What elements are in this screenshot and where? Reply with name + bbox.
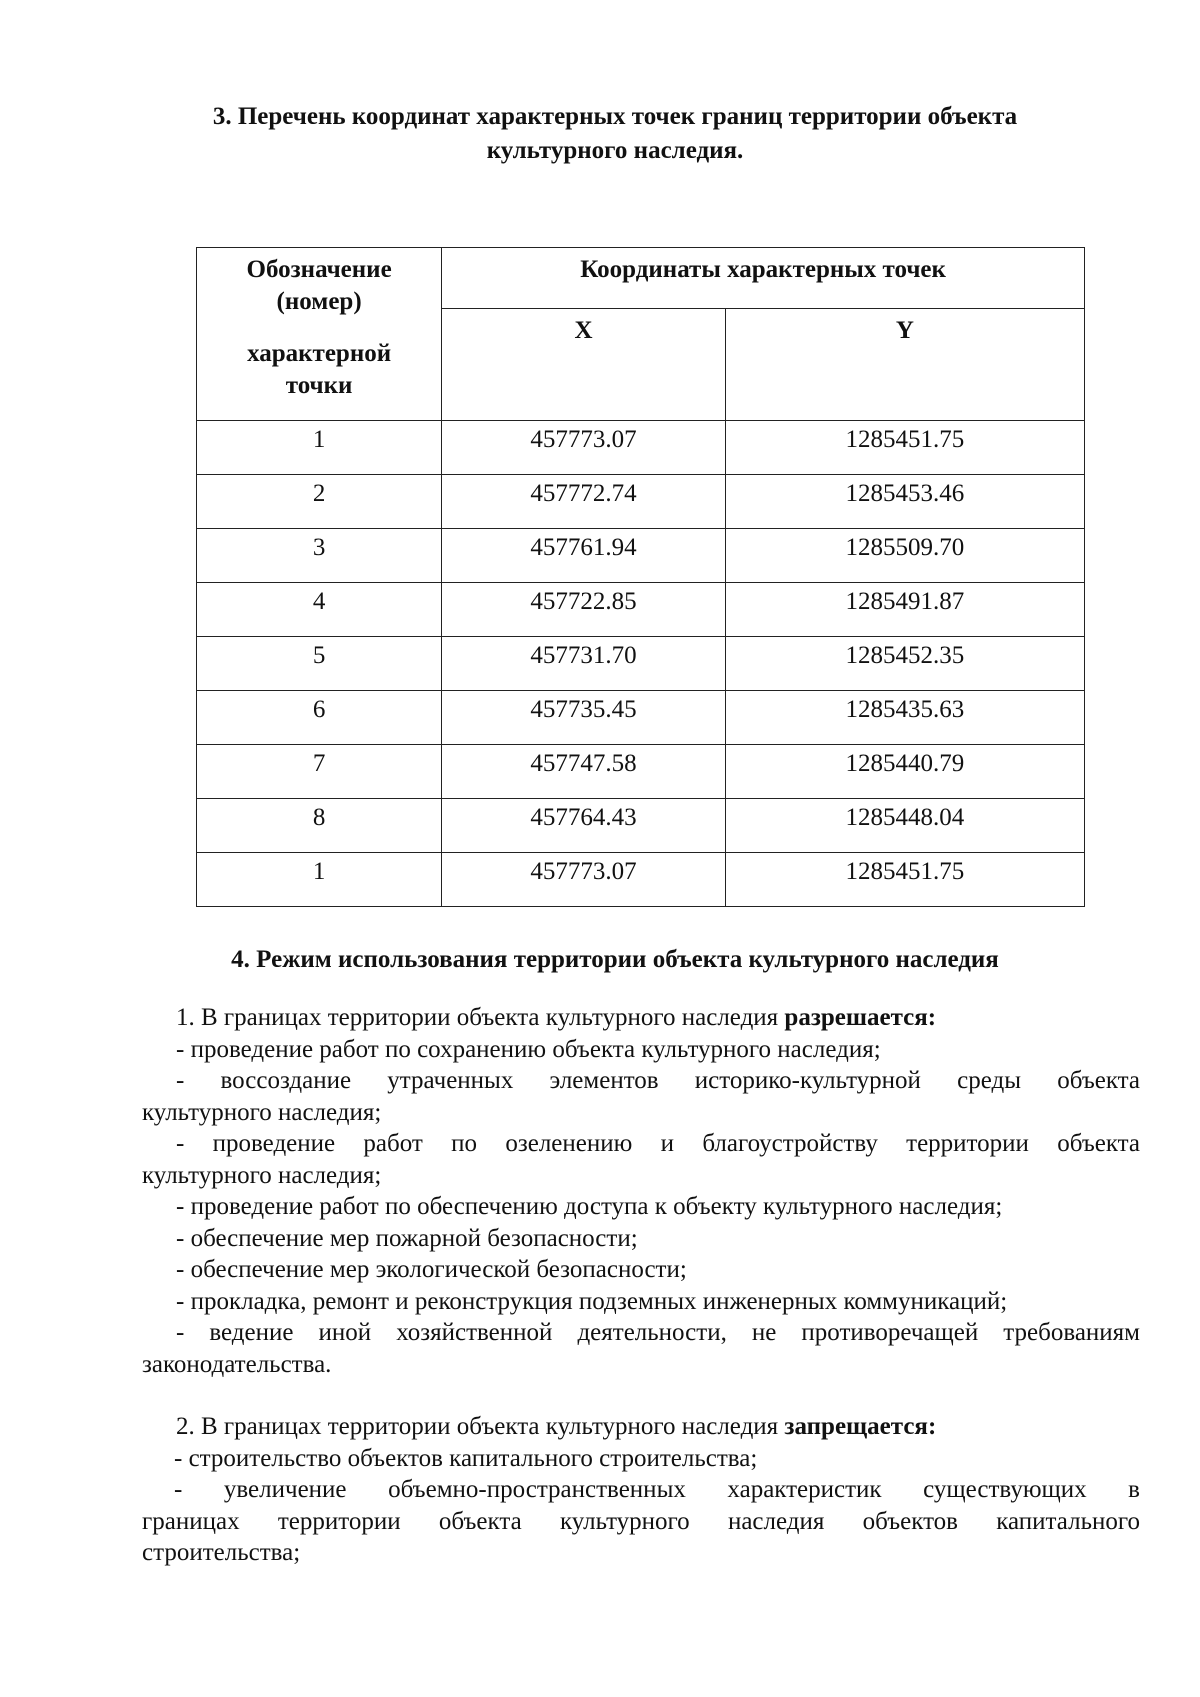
list-item: - прокладка, ремонт и реконструкция подземных инженерных коммуникаций; [176, 1287, 1008, 1315]
table-row [197, 421, 1085, 475]
allowed-intro [142, 1002, 1140, 1034]
cell-x: 457731.70 [442, 637, 726, 691]
cell-y: 1285451.75 [725, 853, 1084, 907]
section-3-title-line-2: культурного наследия. [486, 137, 744, 164]
table-header-row [197, 248, 1085, 309]
cell-x: 457764.43 [442, 799, 726, 853]
cell-y: 1285452.35 [725, 637, 1084, 691]
allowed-keyword: разрешается: [784, 1004, 937, 1031]
cell-point-number: 2 [197, 475, 442, 529]
cell-point-number: 7 [197, 745, 442, 799]
section-3-title-line-1: 3. Перечень координат характерных точек границ территории объекта [212, 103, 1018, 130]
table-row [197, 583, 1085, 637]
cell-x: 457773.07 [442, 853, 726, 907]
cell-point-number: 6 [197, 691, 442, 745]
list-item: - проведение работ по обеспечению доступа к объекту культурного наследия; [176, 1193, 1003, 1220]
list-item: - строительство объектов капитального строительства; [174, 1444, 758, 1472]
list-item: - воссоздание утраченных элементов историко-культурной среды объекта [176, 1067, 1140, 1094]
header-point-line-4: точки [285, 372, 353, 399]
section-3-title [140, 100, 1090, 168]
table-row [197, 799, 1085, 853]
header-point-designation [197, 248, 442, 421]
list-item: - обеспечение мер пожарной безопасности; [176, 1224, 638, 1252]
cell-y: 1285435.63 [725, 691, 1084, 745]
cell-point-number: 1 [197, 853, 442, 907]
cell-x: 457761.94 [442, 529, 726, 583]
header-point-line-3: характерной [247, 340, 392, 367]
forbidden-intro-text: 2. В границах территории объекта культурного наследия [176, 1413, 785, 1440]
list-item-continuation: границах территории объекта культурного наследия объектов капитального [142, 1507, 1140, 1535]
list-item-continuation: строительства; [142, 1539, 301, 1566]
list-item-continuation: законодательства. [142, 1350, 332, 1378]
allowed-intro-text: 1. В границах территории объекта культурного наследия [176, 1004, 785, 1031]
table-row [197, 529, 1085, 583]
header-x: X [442, 309, 726, 421]
cell-point-number: 5 [197, 637, 442, 691]
cell-y: 1285453.46 [725, 475, 1084, 529]
list-item: - проведение работ по сохранению объекта культурного наследия; [176, 1035, 881, 1063]
cell-point-number: 4 [197, 583, 442, 637]
header-point-line-1: Обозначение [246, 256, 392, 283]
list-item: - проведение работ по озеленению и благоустройству территории объекта [176, 1130, 1140, 1157]
list-item: - обеспечение мер экологической безопасности; [176, 1256, 687, 1283]
cell-y: 1285509.70 [725, 529, 1084, 583]
cell-x: 457773.07 [442, 421, 726, 475]
list-item: - увеличение объемно-пространственных характеристик существующих в [174, 1476, 1140, 1503]
list-item: - ведение иной хозяйственной деятельности, не противоречащей требованиям [176, 1319, 1140, 1346]
header-coordinates: Координаты характерных точек [442, 248, 1085, 309]
cell-point-number: 1 [197, 421, 442, 475]
cell-x: 457735.45 [442, 691, 726, 745]
cell-y: 1285491.87 [725, 583, 1084, 637]
cell-point-number: 3 [197, 529, 442, 583]
cell-y: 1285451.75 [725, 421, 1084, 475]
forbidden-keyword: запрещается: [784, 1413, 937, 1440]
table-row [197, 475, 1085, 529]
cell-x: 457772.74 [442, 475, 726, 529]
cell-point-number: 8 [197, 799, 442, 853]
table-row [197, 637, 1085, 691]
cell-y: 1285440.79 [725, 745, 1084, 799]
forbidden-intro [142, 1411, 1140, 1443]
section-4-body [142, 1002, 1140, 1569]
list-item-continuation: культурного наследия; [142, 1161, 382, 1189]
header-point-line-2: (номер) [276, 288, 362, 315]
table-row [197, 853, 1085, 907]
section-4-title: 4. Режим использования территории объекта культурного наследия [231, 946, 999, 973]
header-y: Y [725, 309, 1084, 421]
table-row [197, 745, 1085, 799]
table-row [197, 691, 1085, 745]
coordinates-table [196, 247, 1085, 907]
cell-x: 457722.85 [442, 583, 726, 637]
cell-x: 457747.58 [442, 745, 726, 799]
cell-y: 1285448.04 [725, 799, 1084, 853]
list-item-continuation: культурного наследия; [142, 1098, 382, 1126]
